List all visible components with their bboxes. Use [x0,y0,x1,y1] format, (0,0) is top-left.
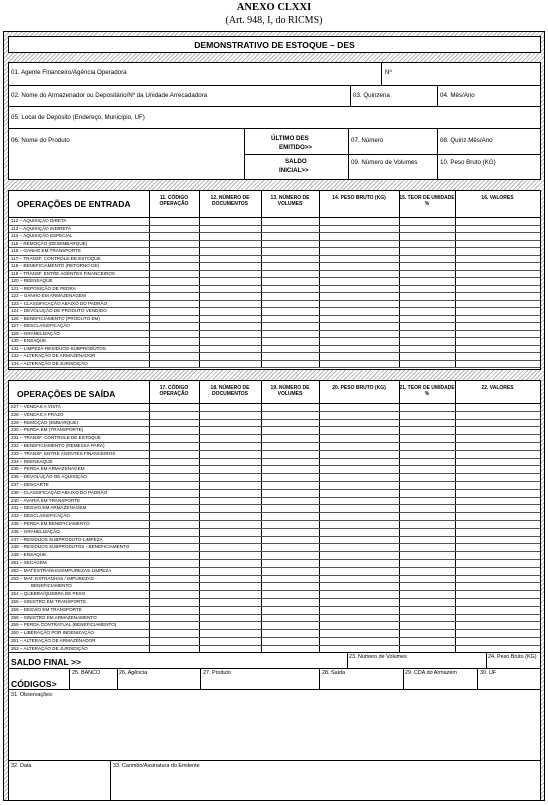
operation-row: 230 – PERDA EM (TRANSPORTE) [11,427,84,433]
operation-row: 112 – AQUISIÇÃO DIRETA [11,218,67,223]
operation-row: 236 – DEVOLUÇÃO DE AQUISIÇÃO [11,474,87,480]
operation-row: 118 – BENEFICIAMENTO (RETORNO DE) [11,263,100,268]
saida-col-header-4: 20. PESO BRUTO (KG) [332,385,386,391]
product-code-field[interactable]: 27. Produto [203,670,231,676]
last-des-label-1: ÚLTIMO DES [271,135,309,142]
operation-row: 126 – BENEFICIAMENTO (PRODUTO EM) [11,315,100,321]
annex-subtitle: (Art. 948, I, do RICMS) [225,15,323,26]
operation-row: 249 – ENSAQUE [11,552,47,558]
operation-row: 123 – CLASSIFICAÇÃO ABAIXO DO PADRÃO [11,300,108,306]
operation-row: 261 – ALTERAÇÃO DE ARMAZENADOR [11,638,96,643]
operation-row: 132 – ALTERAÇÃO DE ARMAZENADOR [11,353,96,358]
operation-row: 237 – DESCARTE [11,482,49,487]
signature-field[interactable]: 33. Carimbo/Assinatura do Emitente [113,763,200,769]
operation-row: 254 – QUEBRA/QUEBRA DE PESO [11,591,86,597]
operation-row: 255 – SINISTRO EM TRANSPORTE [11,599,87,604]
operation-row: 233 – TRANSF. ENTRE AGENTES FINANCEIROS [11,450,116,456]
operation-row: 232 – BENEFICIAMENTO (REMESSA PARA) [11,443,105,448]
annex-title: ANEXO CLXXI [236,2,312,13]
entry-section-title: OPERAÇÕES DE ENTRADA [17,199,131,209]
final-balance-label: SALDO FINAL >> [11,657,82,667]
initial-weight-field[interactable]: 10. Peso Bruto (KG) [440,159,496,166]
operation-row: 246 – GRANELIZAÇÃO [11,528,60,534]
operation-row: 115 – REMOÇÃO (DESEMBARQUE) [11,240,88,246]
saida-col-header-3: 19. NÚMERO DE VOLUMES [270,385,310,397]
final-weight-field[interactable]: 24. Peso Bruto (KG) [488,654,537,660]
codes-label: CÓDIGOS> [11,679,57,689]
operation-row: 228 – VENDAS A PRAZO [11,411,64,417]
branch-field[interactable]: 26. Agência [119,670,148,676]
operation-row: 243 – DESCLASSIFICAÇÃO [11,513,70,519]
closing-panel [8,653,541,801]
operation-row: 238 – CLASSIFICAÇÃO ABAIXO DO PADRÃO [11,489,108,495]
entrada-col-header-2: 12. NÚMERO DE DOCUMENTOS [210,195,250,207]
agent-field[interactable]: 01. Agente Financeiro/Agência Operadora [11,69,127,76]
operation-row: 129 – GRANELIZAÇÃO [11,330,60,336]
operation-row: 258 – SINISTRO EM ARMAZENAMENTO [11,614,97,620]
operation-row: 251 – SECAGEM [11,560,47,565]
month-year-field[interactable]: 04. Mês/Ano [440,92,475,99]
identification-panel [8,62,541,180]
warehouse-field[interactable]: 02. Nome do Armazenador ou Depositário/Nº da Unidade Arrecadadora [11,92,208,99]
bank-field[interactable]: 25. BANCO [72,670,101,676]
entrada-col-header-3: 13. NÚMERO DE VOLUMES [270,195,310,207]
operation-row: BENEFICIAMENTO [31,583,72,589]
exit-code-field[interactable]: 28. Saída [322,670,346,676]
operation-row: 227 – VENDAS A VISTA [11,404,61,409]
operation-row: 241 – DESVIO EM ARMAZENAGEM [11,505,87,511]
entrada-col-header-4: 14. PESO BRUTO (KG) [332,195,386,201]
operation-row: 259 – PERDA CONTRATUAL (BENEFICIAMENTO) [11,622,117,628]
number-field[interactable]: Nº [385,69,392,76]
operation-row: 121 – REPOSIÇÃO DE PEDRA [11,285,76,291]
last-period-field[interactable]: 08. Quinz.Mês/Ano [440,137,493,144]
product-name-field[interactable]: 06. Nome do Produto [11,137,70,144]
operation-row: 240 – AVARIA EM TRANSPORTE [11,497,81,503]
date-field[interactable]: 32. Data [11,763,32,769]
operation-row: 231 – TRANSF. CONTROLE DE ESTOQUE [11,435,101,441]
saida-col-header-5: 21. TEOR DE UMIDADE % [399,385,455,397]
exit-operations-table [8,380,541,653]
entrada-col-header-6: 16. VALORES [481,195,514,201]
exit-section-title: OPERAÇÕES DE SAÍDA [17,389,116,399]
operation-row: 122 – GANHO EM ARMAZENAGEM [11,293,86,298]
entry-operations-table [8,190,541,370]
operation-row: 229 – REMOÇÃO (EMBARQUE) [11,419,79,425]
operation-row: 114 – AQUISIÇÃO ESPECIAL [11,233,73,238]
operation-row: 124 – DEVOLUÇÃO DE PRODUTO VENDIDO [11,308,107,313]
operation-row: 134 – ALTERAÇÃO DE JURISDIÇÃO [11,360,88,366]
operation-row: 262 – ALTERAÇÃO DE JURISDIÇÃO [11,645,88,651]
operation-row: 253 – MAT. ESTRANHAS / IMPUREZAS - [11,575,97,581]
form-title-bar [8,36,541,53]
final-volumes-field[interactable]: 23. Número de Volumes [349,654,407,660]
operation-row: 117 – TRANSF. CONTROLE DE ESTOQUE [11,255,101,261]
operation-row: 120 – REENSAQUE [11,278,53,283]
saida-col-header-6: 22. VALORES [481,385,514,391]
operation-row: 234 – REENSAQUE [11,458,53,464]
operation-row: 113 – AQUISIÇÃO INDIRETA [11,225,72,231]
cda-field[interactable]: 29. CDA do Armazém [405,670,457,676]
last-number-field[interactable]: 07. Número [351,137,384,144]
initial-balance-label-2: INICIAL>> [279,167,309,174]
operation-row: 130 – ENSAQUE [11,338,47,343]
operation-row: 256 – DESVIO EM TRANSPORTE [11,606,82,612]
operation-row: 248 – RESÍDUOS SUBPRODUTOS - BENEFICIAMENTO [11,544,130,550]
operation-row: 245 – PERDA EM BENEFICIAMENTO [11,521,90,526]
initial-balance-label-1: SALDO [285,158,307,165]
operation-row: 252 – MAT.ESTRANHAS/IMPUREZAS-LIMPEZA [11,567,112,573]
last-des-label-2: EMITIDO>> [279,144,313,151]
entrada-col-header-5: 15. TEOR DE UMIDADE % [399,195,455,207]
uf-field[interactable]: 30. UF [480,670,497,676]
saida-col-header-1: 17. CÓDIGO OPERAÇÃO [159,385,189,397]
operation-row: 119 – TRANSF. ENTRE AGENTES FINANCEIROS [11,270,115,276]
form-title: DEMONSTRATIVO DE ESTOQUE – DES [194,40,355,50]
operation-row: 235 – PERDA EM ARMAZENAGEM [11,466,85,472]
observations-field[interactable]: 31. Observações: [11,692,54,698]
entrada-col-header-1: 11. CÓDIGO OPERAÇÃO [159,195,189,207]
operation-row: 247 – RESÍDUOS SUBPRODUTO-LIMPEZA [11,536,103,542]
deposit-location-field[interactable]: 05. Local de Depósito (Endereço, Município, UF) [11,114,145,121]
fortnight-field[interactable]: 03. Quinzena [353,92,390,99]
operation-row: 260 – LIBERAÇÃO POR INDENIZAÇÃO [11,630,94,636]
saida-col-header-2: 18. NÚMERO DE DOCUMENTOS [210,385,250,397]
initial-volumes-field[interactable]: 09. Número de Volumes [351,159,418,166]
operation-row: 127 – DESCLASSIFICAÇÃO [11,323,70,328]
operation-row: 116 – GANHO EM TRANSPORTE [11,248,81,253]
operation-row: 131 – LIMPEZA-RESÍDUOS-SUBPRODUTOS [11,345,106,351]
